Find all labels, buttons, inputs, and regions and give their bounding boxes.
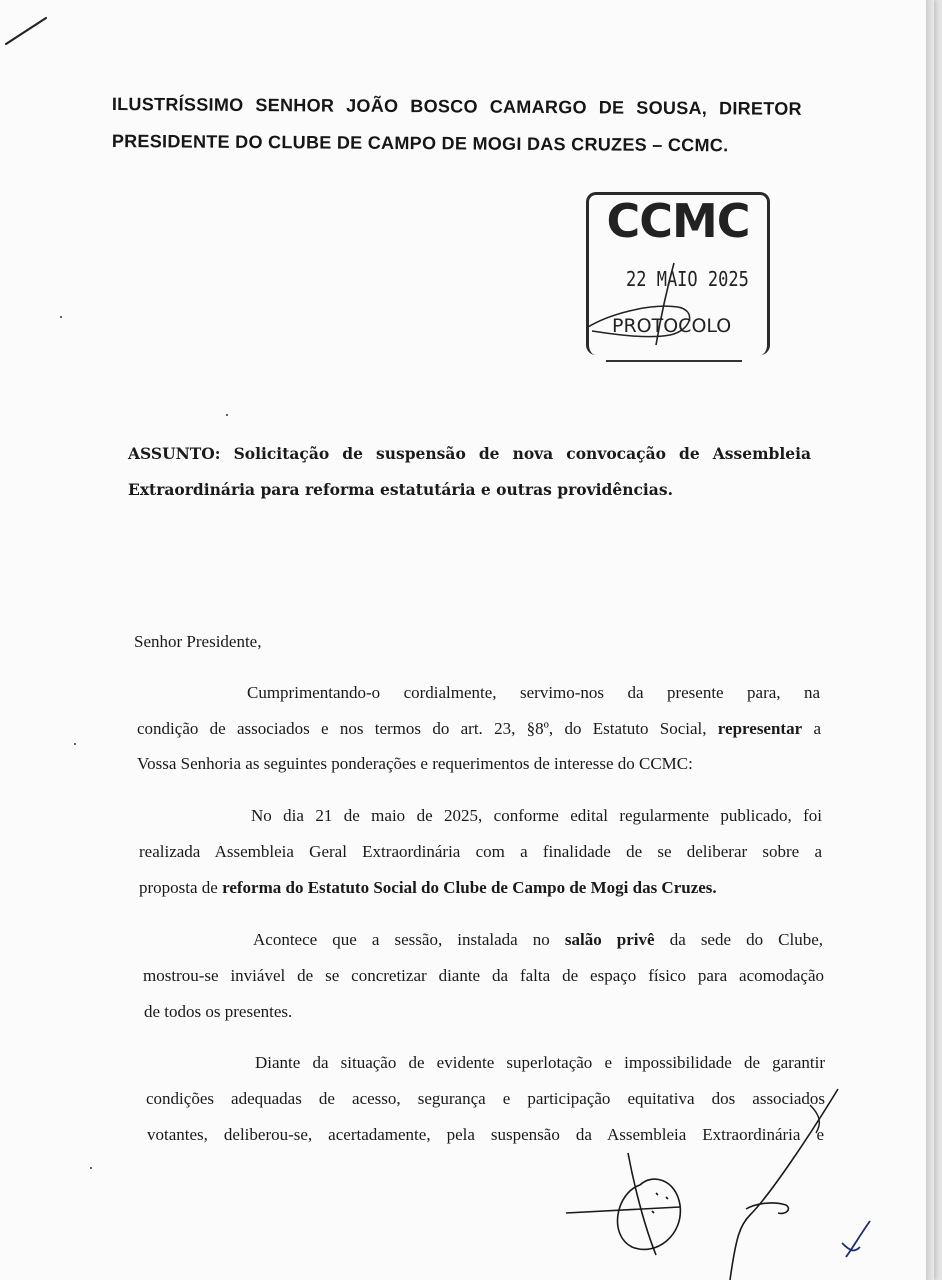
paragraph-4-line-3: votantes, deliberou-se, acertadamente, pela suspensão da Assembleia Extraordinária e	[147, 1125, 824, 1144]
paragraph-1-line-3: Vossa Senhoria as seguintes ponderações e requerimentos de interesse do CCMC:	[137, 754, 693, 773]
paragraph-1-line-1: Cumprimentando-o cordialmente, servimo-nos da presente para, na	[247, 683, 820, 702]
pen-mark	[0, 10, 60, 60]
paragraph-4-line-1: Diante da situação de evidente superlotação e impossibilidade de garantir	[255, 1053, 825, 1072]
paragraph-3-line-1-bold: salão privê	[564, 930, 655, 949]
subject-text-2: Extraordinária para reforma estatutária e outras providências.	[128, 480, 673, 499]
addressee-line-2: PRESIDENTE DO CLUBE DE CAMPO DE MOGI DAS CRUZES – CCMC.	[111, 130, 729, 156]
paragraph-2-line-2: realizada Assembleia Geral Extraordinária com a finalidade de se deliberar sobre a	[139, 842, 822, 861]
paragraph-1-line-2-end: a	[813, 719, 821, 738]
paragraph-3-line-1-end: da sede do Clube,	[669, 930, 824, 949]
paragraph-3-line-2: mostrou-se inviável de se concretizar diante da falta de espaço físico para acomodação	[143, 966, 824, 985]
stamp-underline	[606, 360, 742, 362]
stamp-title: CCMC	[606, 194, 750, 248]
paper-speck	[90, 1167, 92, 1169]
paragraph-3-line-1-start: Acontece que a sessão, instalada no	[253, 930, 550, 949]
paragraph-4-line-2: condições adequadas de acesso, segurança e participação equitativa dos associados	[146, 1089, 825, 1108]
stamp-date: 22 MAIO 2025	[626, 268, 749, 292]
subject-label: ASSUNTO:	[128, 444, 221, 463]
paragraph-1-line-2-bold: representar	[717, 719, 803, 738]
stamp-initials-scribble	[578, 255, 728, 355]
handwritten-signatures	[560, 1075, 880, 1280]
paragraph-1-line-2-start: condição de associados e nos termos do art. 23, §8º, do Estatuto Social,	[137, 719, 707, 738]
paragraph-2-line-3-start: proposta de	[139, 878, 218, 897]
paragraph-2-line-3	[139, 870, 717, 906]
subject-line-1	[128, 436, 811, 472]
paragraph-3-line-1	[253, 922, 823, 958]
stamp-label: PROTOCOLO	[612, 315, 732, 337]
paragraph-2-line-3-bold: reforma do Estatuto Social do Clube de Campo de Mogi das Cruzes.	[222, 878, 717, 897]
paper-speck	[60, 316, 62, 318]
paragraph-3-line-3: de todos os presentes.	[144, 1002, 293, 1021]
addressee-line-1: ILUSTRÍSSIMO SENHOR JOÃO BOSCO CAMARGO DE SOUSA, DIRETOR	[111, 93, 802, 119]
paper-speck	[226, 414, 228, 416]
page-edge	[926, 0, 934, 1280]
subject-text-1: Solicitação de suspensão de nova convocação de Assembleia	[233, 444, 811, 463]
paper-speck	[74, 743, 76, 745]
paragraph-2-line-1: No dia 21 de maio de 2025, conforme edital regularmente publicado, foi	[251, 806, 822, 825]
salutation: Senhor Presidente,	[134, 632, 262, 651]
paragraph-1-line-2	[137, 711, 821, 747]
